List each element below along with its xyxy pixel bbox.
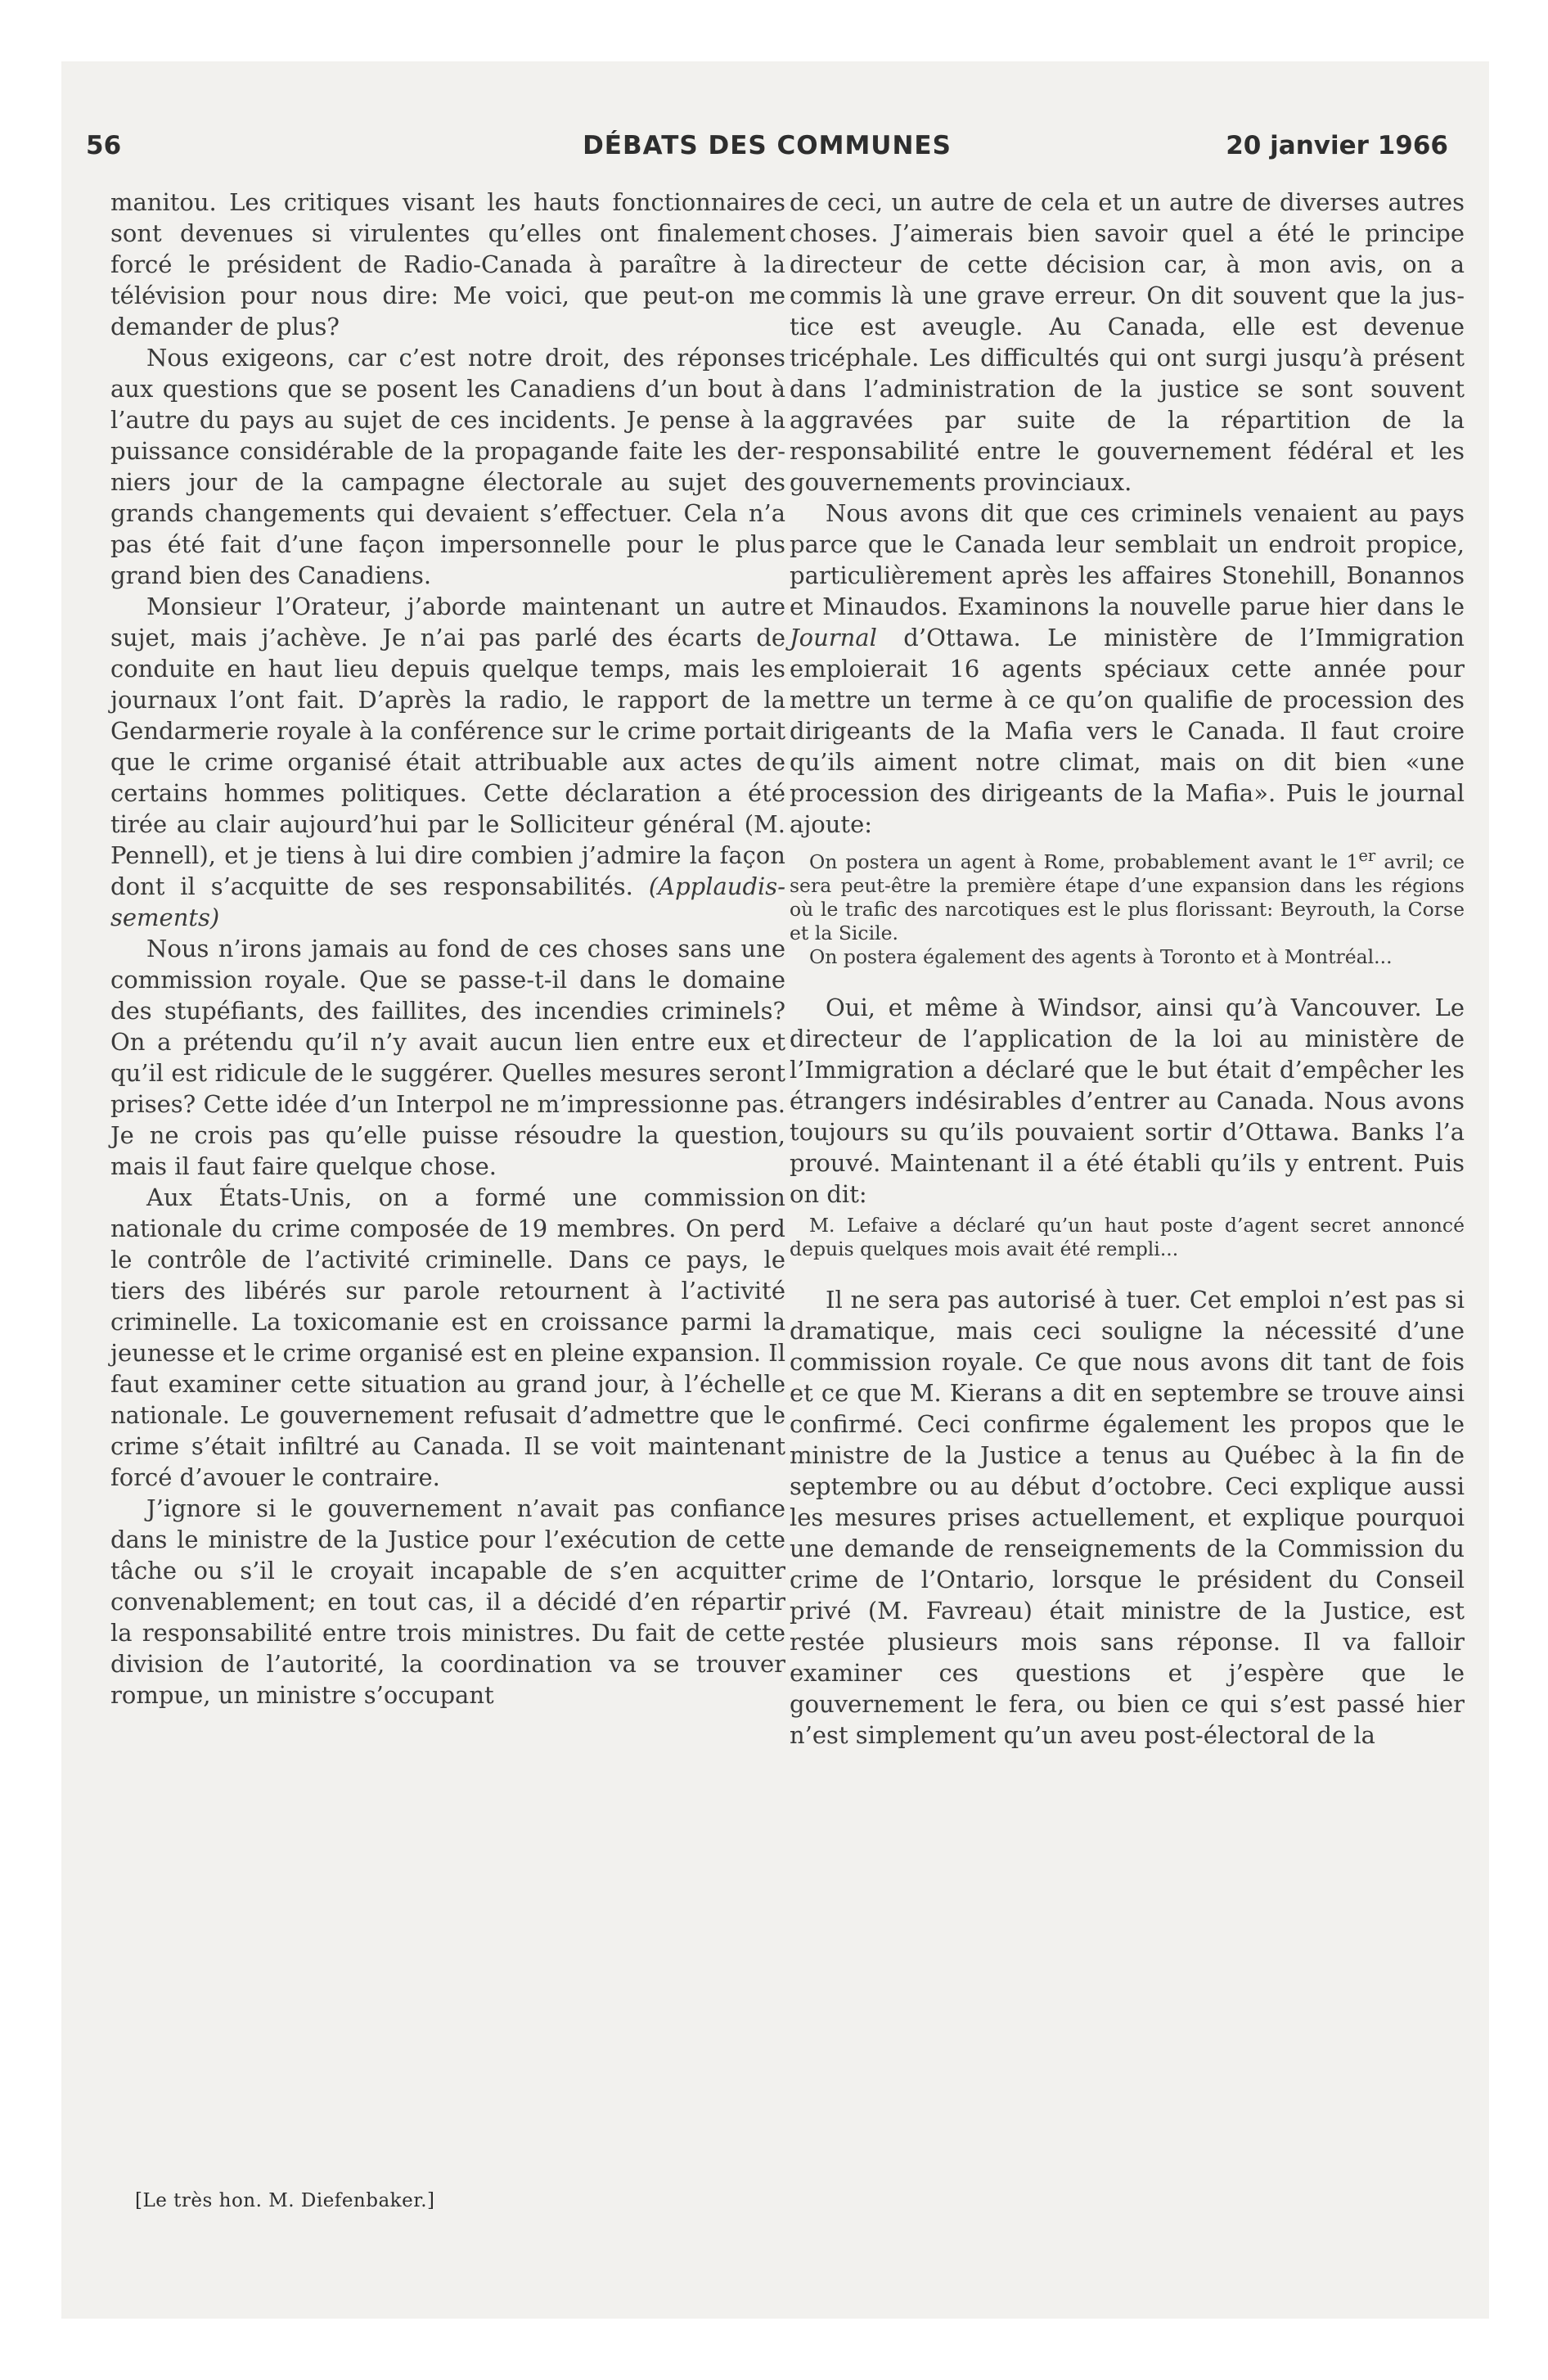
page-header xyxy=(86,131,1448,164)
paragraph: Nous exigeons, car c’est notre droit, des réponses aux questions que se posent les Canadiens d’un bout à l’autre du pays au sujet de ces incidents. Je pense à la puissance considérable de la propagande faite les derniers jour de la campagne électorale au sujet des grands changements qui devaient s’effectuer. Cela n’a pas été fait d’une façon impersonnelle pour le plus grand bien des Canadiens. xyxy=(110,344,785,589)
quotation-block xyxy=(790,844,1465,969)
newspaper-name: Journal xyxy=(790,624,877,651)
applause-note: (Applaudissements) xyxy=(110,872,785,931)
paragraph: Aux États-Unis, on a formé une commission nationale du crime composée de 19 membres. On perd le contrôle de l’activité criminelle. Dans ce pays, le tiers des libérés sur parole retournent à l’activité criminelle. La toxicomanie est en croissance parmi la jeunesse et le crime organisé est en pleine expansion. Il faut examiner cette situation au grand jour, à l’échelle nationale. Le gouvernement refusait d’admettre que le crime s’était infiltré au Canada. Il se voit maintenant forcé d’avouer le contraire. xyxy=(110,1183,785,1491)
paragraph: J’ignore si le gouvernement n’avait pas confiance dans le ministre de la Justice pour l’exécution de cette tâche ou s’il le croyait incapable de s’en acquitter convenablement; en tout cas, il a décidé d’en répartir la responsabilité entre trois ministres. Du fait de cette division de l’autorité, la coordination va se trouver rompue, un ministre s’occupant xyxy=(110,1494,785,1709)
paragraph xyxy=(790,498,1465,840)
paragraph: Nous n’irons jamais au fond de ces choses sans une commission royale. Que se passe-t-il dans le domaine des stupéfiants, des faillites, des incendies criminels? On a prétendu qu’il n’y avait aucun lien entre eux et qu’il est ridicule de le suggérer. Quelles mesures seront prises? Cette idée d’un Interpol ne m’impressionne pas. Je ne crois pas qu’elle puisse résoudre la question, mais il faut faire quelque chose. xyxy=(110,935,785,1180)
speaker-note: [Le très hon. M. Diefenbaker.] xyxy=(135,2190,435,2211)
quotation-block xyxy=(790,1214,1465,1261)
paragraph-text: Monsieur l’Orateur, j’aborde maintenant un autre sujet, mais j’achève. Je n’ai pas parlé des écarts de conduite en haut lieu depuis quelque temps, mais les journaux l’ont fait. D’après la radio, le rapport de la Gendarmerie royale à la conférence sur le crime portait que le crime organisé était attribuable aux actes de certains hommes politiques. Cette déclaration a été tirée au clair aujourd’hui par le Solliciteur général (M. Pennell), et je tiens à lui dire combien j’admire la façon dont il s’acquitte de ses responsabilités. xyxy=(110,593,785,900)
publication-title: DÉBATS DES COMMUNES xyxy=(583,131,952,160)
right-column xyxy=(790,187,1465,1751)
paragraph xyxy=(110,591,785,933)
paragraph-text: d’Ottawa. Le ministère de l’Immigration emploierait 16 agents spéciaux cette année pour mettre un terme à ce qu’on qualifie de procession des dirigeants de la Mafia vers le Canada. Il faut croire qu’ils aiment notre climat, mais on dit bien «une procession des dirigeants de la Mafia». Puis le journal ajoute: xyxy=(790,624,1465,838)
paragraph: manitou. Les critiques visant les hauts fonctionnaires sont devenues si virulentes qu’elles ont finalement forcé le président de Radio-Canada à paraître à la télévision pour nous dire: Me voici, que peut-on me demander de plus? xyxy=(110,188,785,340)
quotation-paragraph xyxy=(790,844,1465,945)
paragraph: de ceci, un autre de cela et un autre de diverses autres choses. J’aimerais bien savoir quel a été le principe directeur de cette décision car, à mon avis, on a commis là une grave erreur. On dit souvent que la justice est aveugle. Au Canada, elle est devenue tricéphale. Les difficultés qui ont surgi jusqu’à présent dans l’administration de la justice se sont souvent aggravées par suite de la répartition de la responsabilité entre le gouvernement fédéral et les gouvernements provinciaux. xyxy=(790,188,1465,496)
quotation-paragraph: M. Lefaive a déclaré qu’un haut poste d’agent secret annoncé depuis quelques mois avait été rempli... xyxy=(790,1213,1465,1260)
paragraph-text: Nous avons dit que ces criminels venaient au pays parce que le Canada leur semblait un endroit propice, particulièrement après les affaires Stonehill, Bonannos et Minaudos. Examinons la nouvelle parue hier dans le xyxy=(790,499,1465,620)
quotation-paragraph: On postera également des agents à Toronto et à Montréal... xyxy=(809,944,1393,968)
quotation-text: avril; ce sera peut-être la première étape d’une expansion dans les régions où le trafic des narcotiques est le plus florissant: Beyrouth, la Corse et la Sicile. xyxy=(790,850,1465,944)
ordinal-superscript: er xyxy=(1358,846,1376,865)
quotation-text: On postera un agent à Rome, probablement avant le 1 xyxy=(809,850,1359,873)
issue-date: 20 janvier 1966 xyxy=(1226,131,1448,160)
left-column xyxy=(110,187,785,1711)
paragraph: Il ne sera pas autorisé à tuer. Cet emploi n’est pas si dramatique, mais ceci souligne la nécessité d’une commission royale. Ce que nous avons dit tant de fois et ce que M. Kierans a dit en septembre se trouve ainsi confirmé. Ceci confirme également les propos que le ministre de la Justice a tenus au Québec à la fin de septembre ou au début d’octobre. Ceci explique aussi les mesures prises actuellement, et explique pourquoi une demande de renseignements de la Commission du crime de l’Ontario, lorsque le président du Conseil privé (M. Favreau) était ministre de la Justice, est restée plusieurs mois sans réponse. Il va falloir examiner ces questions et j’espère que le gouvernement le fera, ou bien ce qui s’est passé hier n’est simplement qu’un aveu post-électoral de la xyxy=(790,1285,1465,1749)
paragraph: Oui, et même à Windsor, ainsi qu’à Vancouver. Le directeur de l’application de la loi au ministère de l’Immigration a déclaré que le but était d’empêcher les étrangers indésirables d’entrer au Canada. Nous avons toujours su qu’ils pouvaient sortir d’Ottawa. Banks l’a prouvé. Maintenant il a été établi qu’ils y entrent. Puis on dit: xyxy=(790,993,1465,1208)
page-number: 56 xyxy=(86,131,122,160)
